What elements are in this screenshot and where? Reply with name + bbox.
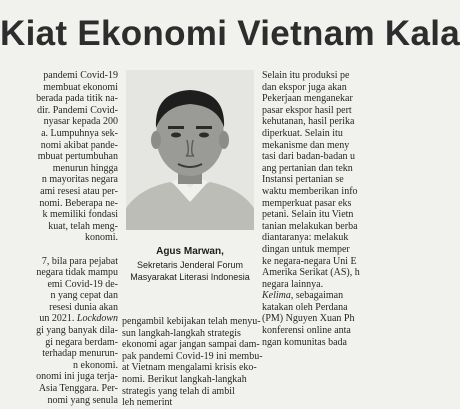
text-line: nomi. Berikut langkah-langkah (122, 373, 247, 385)
article-column-left (0, 70, 118, 406)
text-line: Pekerjaan menganekar (262, 93, 353, 105)
text-line: katakan oleh Perdana (262, 301, 348, 313)
text-line: Selain itu produksi pe (262, 70, 350, 81)
text-line: resesi dunia akan (49, 301, 118, 313)
text-line: waktu memberikan info (262, 185, 358, 197)
text-line: 7, bila para pejabat (41, 255, 118, 267)
text-line: mekanisme dan meny (262, 139, 350, 151)
text-line: ekonomi agar jangan sampai dam- (122, 339, 260, 351)
text-line: nomi yang senula (47, 394, 118, 406)
text-line: Kelima, sebagaiman (262, 290, 344, 302)
text-line: ami resesi atau per- (40, 185, 118, 197)
text-line: kehutanan, hasil perika (262, 116, 355, 128)
article-headline: Kiat Ekonomi Vietnam Kala (0, 14, 460, 53)
text-line: Amerika Serikat (AS), h (262, 267, 360, 279)
text-line: tanian melakukan berba (262, 220, 358, 232)
text-line: dir. Pandemi Covid- (37, 104, 118, 116)
author-photo (126, 70, 254, 230)
text-line: strategis yang telah di ambil (122, 385, 235, 397)
text-line: negara lainnya. (262, 278, 324, 290)
text-line: emi Covid-19 de- (47, 278, 118, 290)
text-line: konomi. (84, 232, 118, 244)
text-line: nyasar kepada 200 (43, 116, 118, 128)
text-line: mbuat pertumbuhan (37, 151, 118, 163)
text-line: n ekonomi. (73, 359, 118, 371)
text-line: pengambil kebijakan telah menyu- (122, 316, 261, 327)
text-line: memperkuat pasar eks (262, 197, 352, 209)
text-line: sun langkah-langkah strategis (122, 327, 241, 339)
text-line: ke negara-negara Uni E (262, 255, 357, 267)
text-line: pasar ekspor hasil pert (262, 104, 352, 116)
text-line: konferensi online anta (262, 325, 351, 337)
text-line: dingan untuk memper (262, 243, 350, 255)
text-line: berada pada titik na- (36, 93, 118, 105)
text-line (0, 244, 118, 256)
article-column-right (262, 70, 400, 400)
text-line: n mayoritas negara (41, 174, 118, 186)
text-line: menurun hingga (52, 162, 118, 174)
text-line: Instansi pertanian se (262, 174, 344, 186)
text-line: ngan komunitas bada (262, 336, 347, 348)
author-role-line: Masyarakat Literasi Indonesia (130, 272, 250, 282)
text-line: nomi akibat pande- (40, 139, 118, 151)
text-line: n yang cepat dan (50, 290, 118, 302)
text-line: gi yang banyak dila- (36, 325, 118, 337)
text-line: k memiliki fondasi (42, 209, 118, 221)
text-line: un 2021. Lockdown (39, 313, 118, 325)
article-column-middle (122, 316, 263, 409)
text-line: dan ekspor juga akan (262, 81, 347, 93)
text-line: Asia Tenggara. Per- (38, 383, 118, 395)
text-line: pak pandemi Covid-19 ini membu- (122, 350, 263, 362)
text-line: (PM) Nguyen Xuan Ph (262, 313, 355, 325)
text-line: terhadap menurun- (42, 348, 118, 360)
text-line: membuat ekonomi (43, 81, 118, 93)
text-line: tasi dari badan-badan u (262, 151, 356, 163)
text-line: gi negara berdam- (45, 336, 118, 348)
portrait-illustration (126, 70, 254, 230)
text-line: leh nemerint (122, 397, 173, 409)
text-line: petani. Selain itu Vietn (262, 209, 354, 221)
text-line: pandemi Covid-19 (43, 70, 118, 81)
author-role (122, 259, 258, 283)
author-name: Agus Marwan, (156, 246, 224, 257)
text-line: kuat, telah meng- (48, 220, 118, 232)
text-line: onomi ini juga terja- (36, 371, 118, 383)
text-line: ang pertanian dan tekn (262, 162, 353, 174)
text-line: nomi. Beberapa ne- (39, 197, 118, 209)
text-line: negara tidak mampu (36, 267, 118, 279)
text-line: a. Lumpuhnya sek- (41, 127, 118, 139)
text-line: diperkuat. Selain itu (262, 127, 343, 139)
text-line: diantaranya: melakuk (262, 232, 349, 244)
author-role-line: Sekretaris Jenderal Forum (136, 260, 244, 270)
text-line: at Vietnam mengalami krisis eko- (122, 362, 257, 374)
